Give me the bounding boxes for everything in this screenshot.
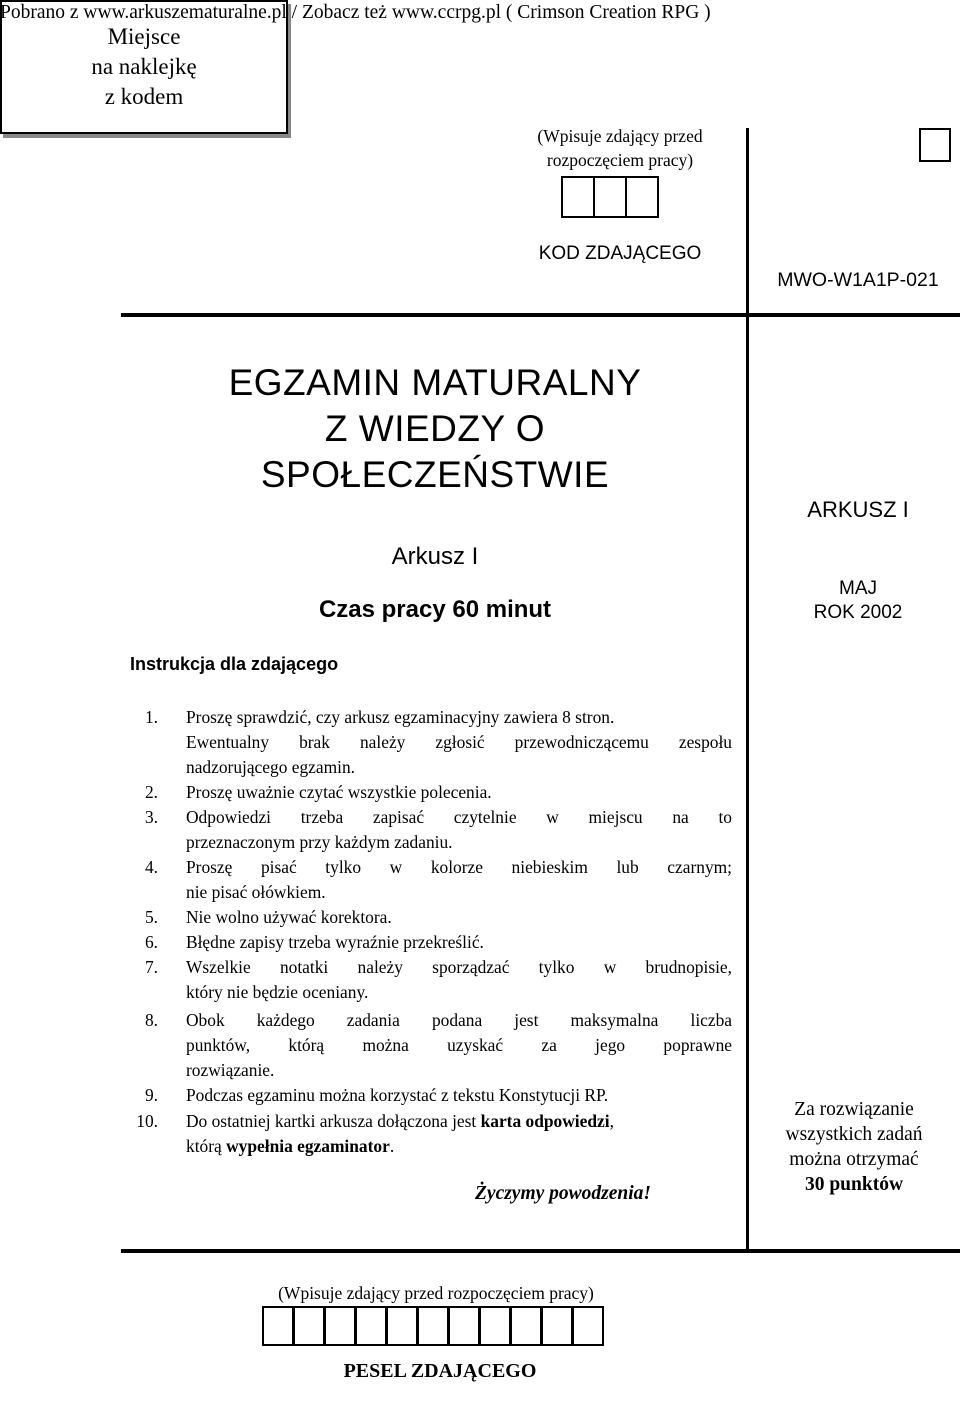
pesel-cell[interactable] — [355, 1306, 387, 1346]
instruction-line: Odpowiedzi trzeba zapisać czytelnie w miejscu na to — [186, 807, 732, 827]
pesel-cell[interactable] — [541, 1306, 573, 1346]
instruction-number: 5. — [144, 907, 158, 927]
pesel-label: PESEL ZDAJĄCEGO — [343, 1360, 537, 1382]
exam-title-line: EGZAMIN MATURALNY — [228, 362, 642, 403]
pesel-cell[interactable] — [324, 1306, 356, 1346]
instruction-line: Ewentualny brak należy zgłosić przewodniczącemu zespołu — [186, 732, 732, 752]
instruction-line: nadzorującego egzamin. — [186, 757, 355, 777]
instruction-line: Proszę pisać tylko w kolorze niebieskim lub czarnym; — [186, 857, 732, 877]
points-total: 30 punktów — [804, 1174, 904, 1195]
pesel-cell[interactable] — [572, 1306, 604, 1346]
instruction-line: punktów, którą można uzyskać za jego poprawne — [186, 1035, 732, 1055]
bottom-rule — [121, 1249, 960, 1253]
instruction-number: 9. — [144, 1085, 158, 1105]
instruction-line: Obok każdego zadania podana jest maksymalna liczba — [186, 1010, 732, 1030]
sticker-line: Miejsce — [107, 24, 181, 49]
sticker-line: z kodem — [104, 84, 184, 109]
exam-sheet: Arkusz I — [391, 543, 479, 570]
instruction-line: nie pisać ołówkiem. — [186, 882, 326, 902]
instruction-number: 2. — [144, 782, 158, 802]
sticker-line: na naklejkę — [91, 54, 197, 79]
exam-year: ROK 2002 — [813, 602, 903, 623]
instruction-text: . — [389, 1136, 395, 1156]
exam-title-line: SPOŁECZEŃSTWIE — [260, 454, 610, 495]
instruction-emphasis: wypełnia egzaminator — [226, 1136, 390, 1156]
instruction-line: który nie będzie oceniany. — [186, 982, 369, 1002]
instruction-text: którą — [186, 1136, 227, 1156]
points-line: Za rozwiązanie — [794, 1099, 914, 1120]
side-sheet-label: ARKUSZ I — [807, 497, 909, 522]
instruction-line: Nie wolno używać korektora. — [186, 907, 392, 927]
pesel-cell[interactable] — [293, 1306, 325, 1346]
top-rule — [121, 313, 960, 317]
instruction-line: Błędne zapisy trzeba wyraźnie przekreślić. — [186, 932, 484, 952]
pesel-cell[interactable] — [386, 1306, 418, 1346]
instruction-number: 7. — [144, 957, 158, 977]
exam-duration: Czas pracy 60 minut — [318, 596, 552, 623]
instructions-heading: Instrukcja dla zdającego — [130, 654, 339, 674]
code-cell[interactable] — [561, 176, 595, 218]
instruction-text: , — [609, 1111, 614, 1131]
good-luck-wish: Życzymy powodzenia! — [475, 1183, 652, 1204]
instruction-emphasis: karta odpowiedzi — [480, 1111, 610, 1131]
exam-month: MAJ — [839, 578, 877, 599]
exam-title-line: Z WIEDZY O — [324, 408, 546, 449]
instruction-number: 8. — [144, 1010, 158, 1030]
points-line: wszystkich zadań — [785, 1124, 923, 1145]
source-banner: Pobrano z www.arkuszematuralne.pl / Zobacz też www.ccrpg.pl ( Crimson Creation RPG ) — [0, 2, 711, 23]
instruction-text: Do ostatniej kartki arkusza dołączona jest — [186, 1111, 481, 1131]
instruction-line: Podczas egzaminu można korzystać z tekstu Konstytucji RP. — [186, 1085, 609, 1105]
code-cell[interactable] — [593, 176, 627, 218]
points-line: można otrzymać — [789, 1149, 919, 1170]
sheet-code: MWO-W1A1P-021 — [777, 269, 939, 291]
pesel-cell[interactable] — [262, 1306, 294, 1346]
candidate-code-label: KOD ZDAJĄCEGO — [538, 243, 702, 264]
instruction-line: Wszelkie notatki należy sporządzać tylko w brudnopisie, — [186, 957, 732, 977]
instruction-number: 3. — [144, 807, 158, 827]
instruction-number: 6. — [144, 932, 158, 952]
code-note-line: rozpoczęciem pracy) — [546, 150, 694, 170]
instruction-line: przeznaczonym przy każdym zadaniu. — [186, 832, 453, 852]
instruction-number: 10. — [136, 1111, 158, 1131]
vertical-divider — [746, 128, 749, 1252]
code-cell[interactable] — [625, 176, 659, 218]
instruction-number: 1. — [144, 707, 158, 727]
pesel-cell[interactable] — [510, 1306, 542, 1346]
instruction-line: Proszę uważnie czytać wszystkie polecenia. — [186, 782, 492, 802]
instruction-line: rozwiązanie. — [186, 1060, 275, 1080]
code-note-line: (Wpisuje zdający przed — [537, 126, 703, 146]
points-info — [756, 1097, 952, 1197]
corner-check-box — [919, 128, 951, 162]
instruction-line — [186, 1109, 732, 1134]
instruction-number: 4. — [144, 857, 158, 877]
pesel-note: (Wpisuje zdający przed rozpoczęciem pracy) — [278, 1283, 594, 1303]
instruction-line: Proszę sprawdzić, czy arkusz egzaminacyjny zawiera 8 stron. — [186, 707, 615, 727]
pesel-cell[interactable] — [448, 1306, 480, 1346]
pesel-cell[interactable] — [417, 1306, 449, 1346]
instruction-line — [186, 1134, 732, 1159]
pesel-cell[interactable] — [479, 1306, 511, 1346]
